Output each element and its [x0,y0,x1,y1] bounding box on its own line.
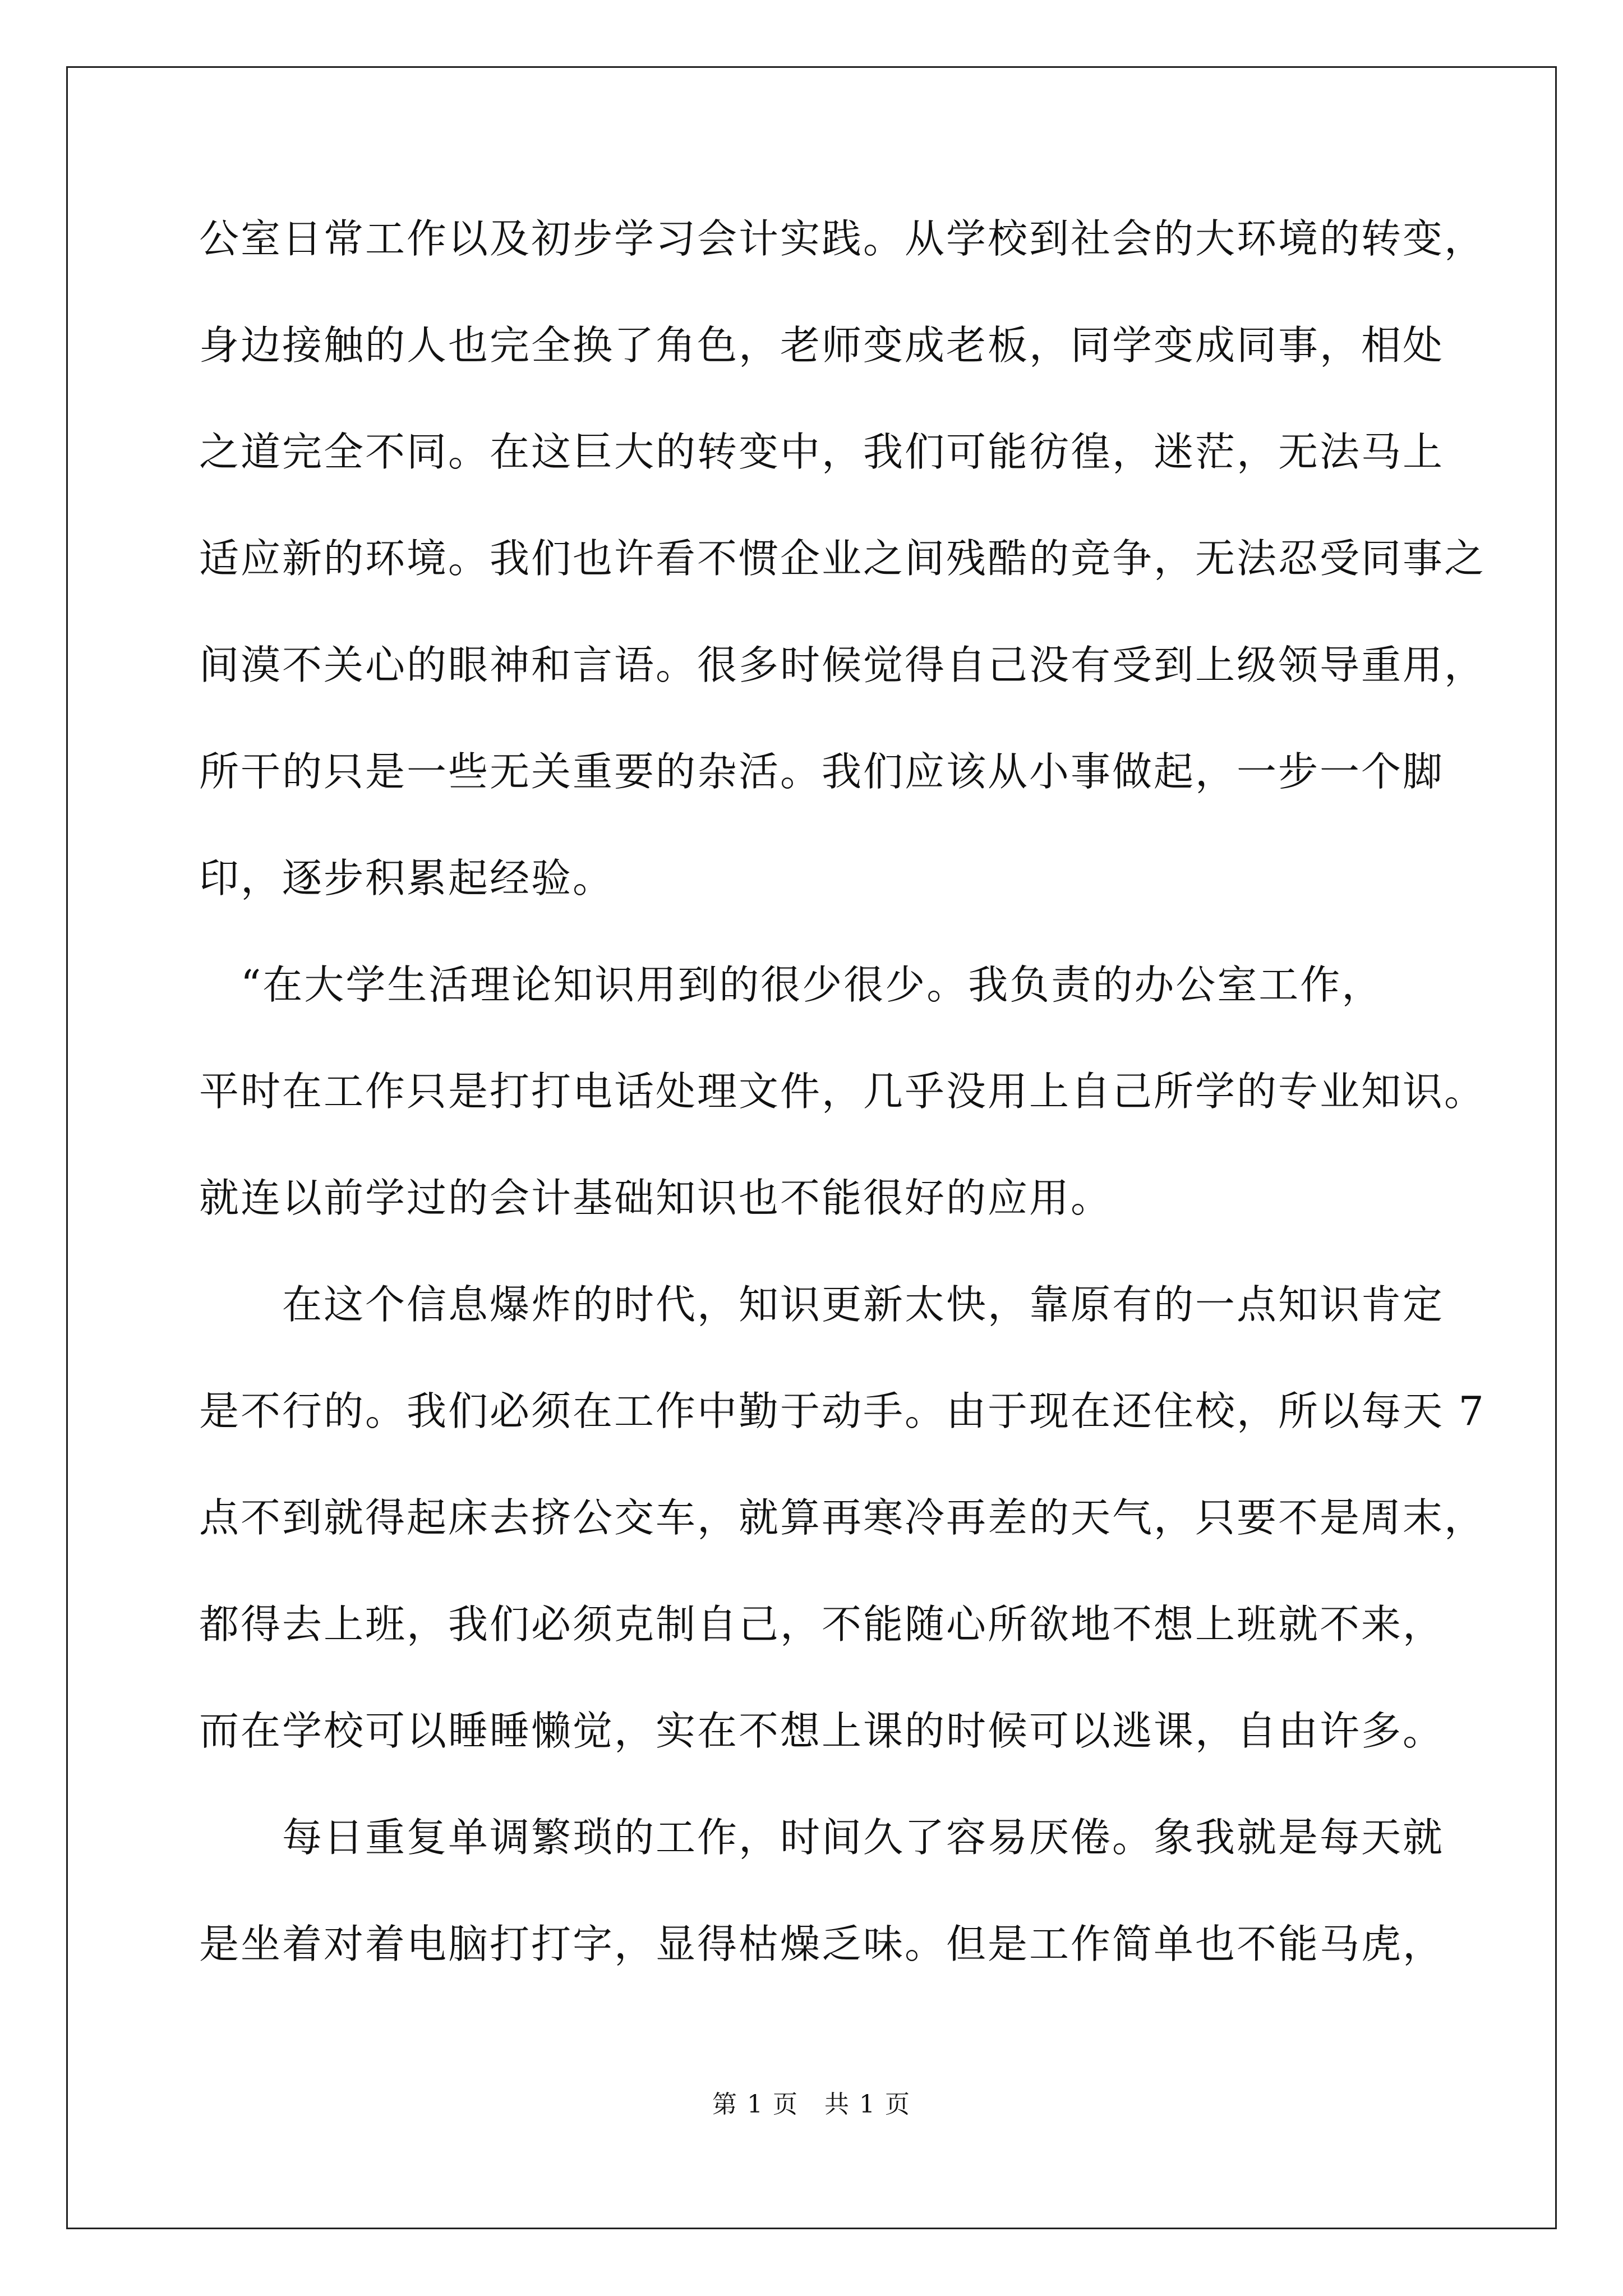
page-footer [0,2084,1623,2120]
text-line: 而在学校可以睡睡懒觉，实在不想上课的时候可以逃课，自由许多。 [199,1708,1445,1754]
text-line: 所干的只是一些无关重要的杂活。我们应该从小事做起，一步一个脚 [199,748,1445,795]
text-line: “在大学生活理论知识用到的很少很少。我负责的办公室工作， [199,961,1384,1008]
text-line: 公室日常工作以及初步学习会计实践。从学校到社会的大环境的转变， [199,215,1486,262]
text-line: 之道完全不同。在这巨大的转变中，我们可能彷徨，迷茫，无法马上 [199,429,1445,475]
text-line: 点不到就得起床去挤公交车，就算再寒冷再差的天气，只要不是周末， [199,1494,1486,1541]
text-line: 都得去上班，我们必须克制自己，不能随心所欲地不想上班就不来， [199,1601,1445,1648]
document-body [199,215,1486,2031]
text-line: 在这个信息爆炸的时代，知识更新太快，靠原有的一点知识肯定 [199,1281,1445,1328]
text-line: 间漠不关心的眼神和言语。很多时候觉得自己没有受到上级领导重用， [199,642,1486,688]
text-line: 身边接触的人也完全换了角色，老师变成老板，同学变成同事，相处 [199,322,1445,369]
text-line: 平时在工作只是打打电话处理文件，几乎没用上自己所学的专业知识。 [199,1068,1486,1115]
text-line: 每日重复单调繁琐的工作，时间久了容易厌倦。象我就是每天就 [199,1814,1445,1861]
text-line: 是坐着对着电脑打打字，显得枯燥乏味。但是工作简单也不能马虎， [199,1921,1445,1967]
page-number: 第 1 页 共 1 页 [712,2090,911,2119]
text-line: 适应新的环境。我们也许看不惯企业之间残酷的竞争，无法忍受同事之 [199,535,1486,582]
text-line: 是不行的。我们必须在工作中勤于动手。由于现在还住校，所以每天 7 [199,1388,1486,1434]
text-line: 印，逐步积累起经验。 [199,855,615,901]
text-line: 就连以前学过的会计基础知识也不能很好的应用。 [199,1175,1113,1221]
